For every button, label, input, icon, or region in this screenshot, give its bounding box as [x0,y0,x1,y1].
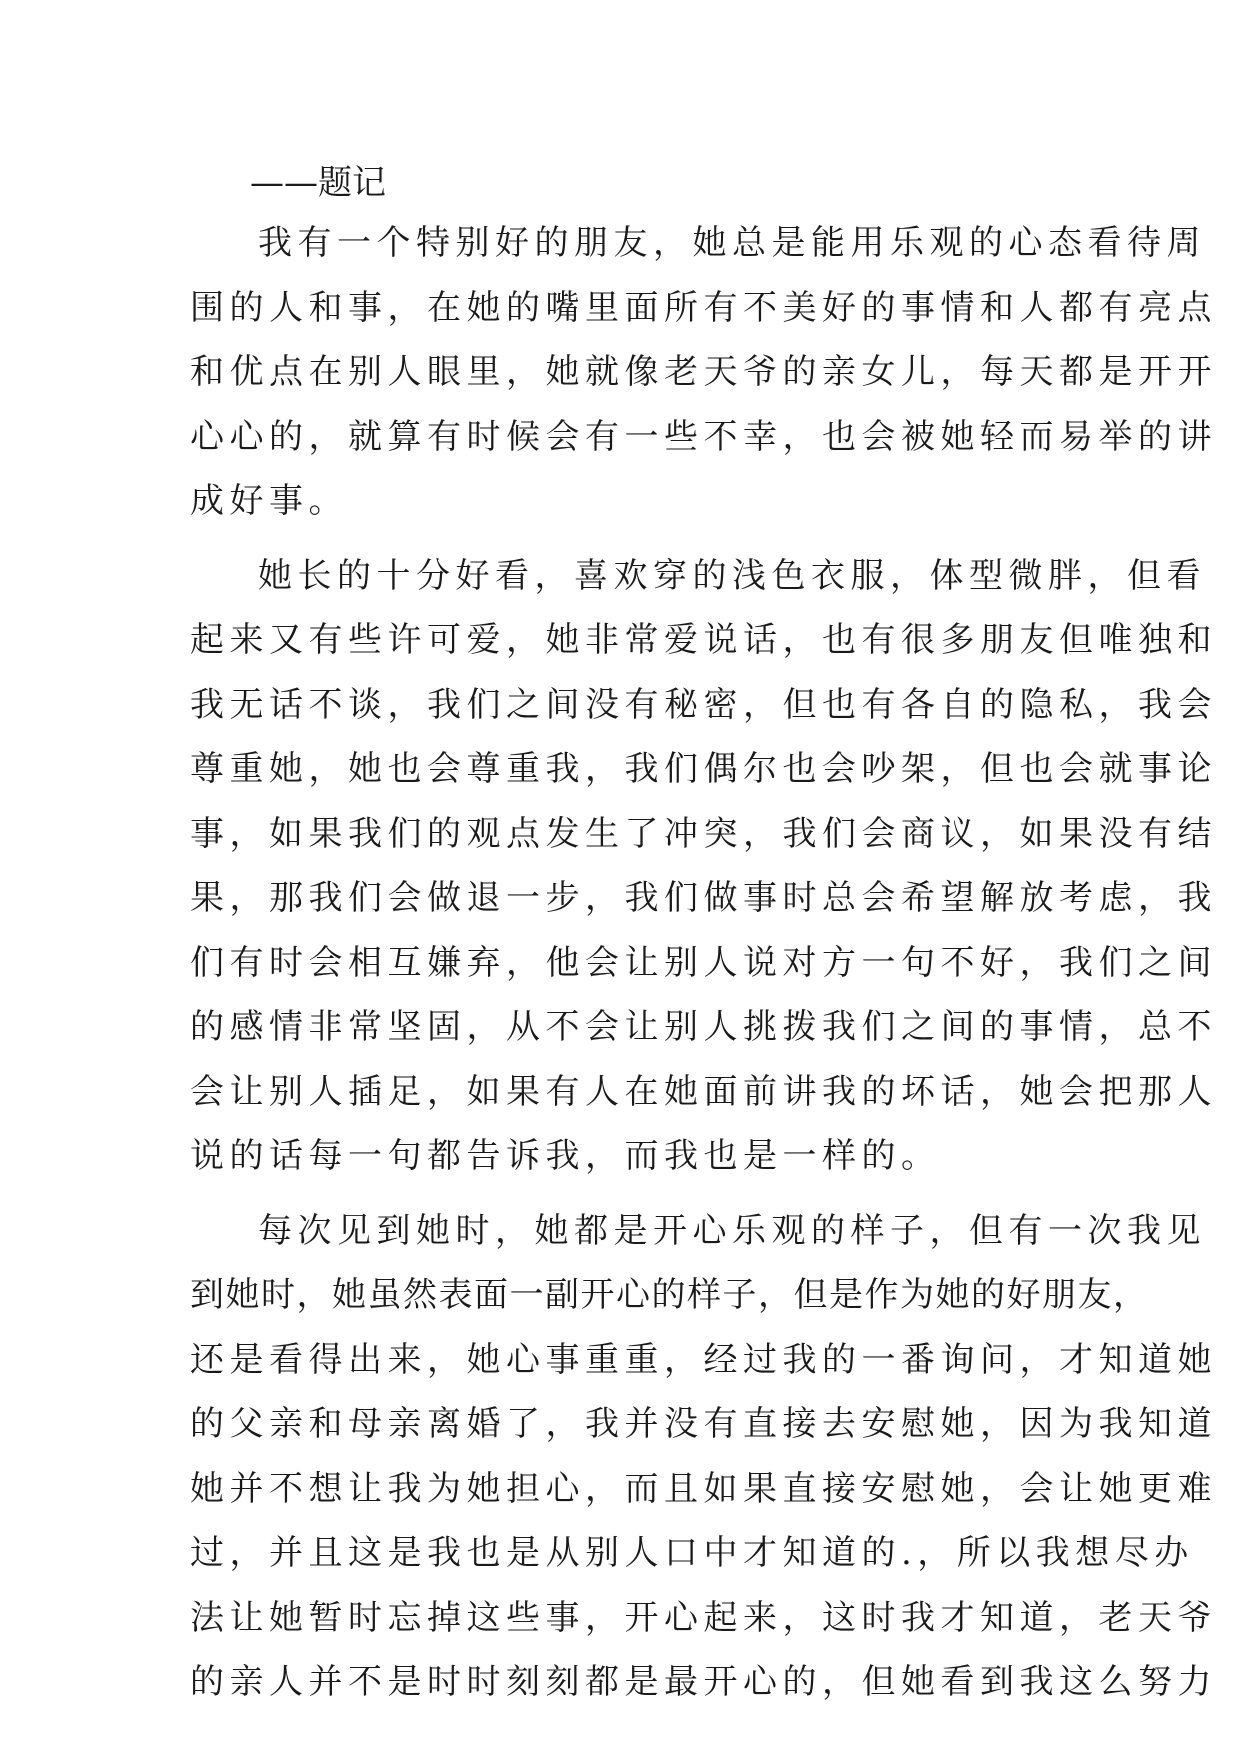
paragraph-1 [190,211,1217,534]
text-line: 和优点在别人眼里，她就像老天爷的亲女儿，每天都是开开 [190,352,1217,392]
document-body [190,155,1217,1715]
text-line: 我有一个特别好的朋友，她总是能用乐观的心态看待周 [258,223,1206,263]
text-line: 事，如果我们的观点发生了冲突，我们会商议，如果没有结 [190,813,1217,854]
paragraph-2 [190,544,1217,1189]
text-line: 她长的十分好看，喜欢穿的浅色衣服，体型微胖，但看 [258,555,1206,596]
text-line: 心心的，就算有时候会有一些不幸，也会被她轻而易举的讲 [190,416,1217,457]
text-line: 法让她暂时忘掉这些事，开心起来，这时我才知道，老天爷 [190,1597,1217,1638]
text-line: 们有时会相互嫌弃，他会让别人说对方一句不好，我们之间 [190,942,1217,983]
text-line: 起来又有些许可爱，她非常爱说话，也有很多朋友但唯独和 [190,620,1217,660]
text-line: 成好事。 [190,481,348,521]
text-line: 果，那我们会做退一步，我们做事时总会希望解放考虑，我 [190,878,1217,918]
paragraph-3 [190,1199,1217,1715]
text-line: 会让别人插足，如果有人在她面前讲我的坏话，她会把那人 [190,1071,1217,1112]
text-line: 的感情非常坚固，从不会让别人挑拨我们之间的事情，总不 [190,1007,1217,1047]
text-line: 到她时，她虽然表面一副开心的样子，但是作为她的好朋友， [190,1275,1149,1315]
text-line: 的亲人并不是时时刻刻都是最开心的，但她看到我这么努力 [190,1662,1217,1702]
text-line: 尊重她，她也会尊重我，我们偶尔也会吵架，但也会就事论 [190,749,1217,789]
text-line: 过，并且这是我也是从别人口中才知道的.，所以我想尽办 [190,1533,1194,1573]
text-line: 她并不想让我为她担心，而且如果直接安慰她，会让她更难 [190,1468,1217,1509]
text-line: 围的人和事，在她的嘴里面所有不美好的事情和人都有亮点 [190,287,1217,328]
text-line: 我无话不谈，我们之间没有秘密，但也有各自的隐私，我会 [190,684,1217,725]
epigraph: ——题记 [250,163,386,203]
text-line: 的父亲和母亲离婚了，我并没有直接去安慰她，因为我知道 [190,1404,1217,1444]
text-line: 每次见到她时，她都是开心乐观的样子，但有一次我见 [258,1210,1206,1251]
text-line: 说的话每一句都告诉我，而我也是一样的。 [190,1136,941,1176]
text-line: 还是看得出来，她心事重重，经过我的一番询问，才知道她 [190,1339,1217,1380]
